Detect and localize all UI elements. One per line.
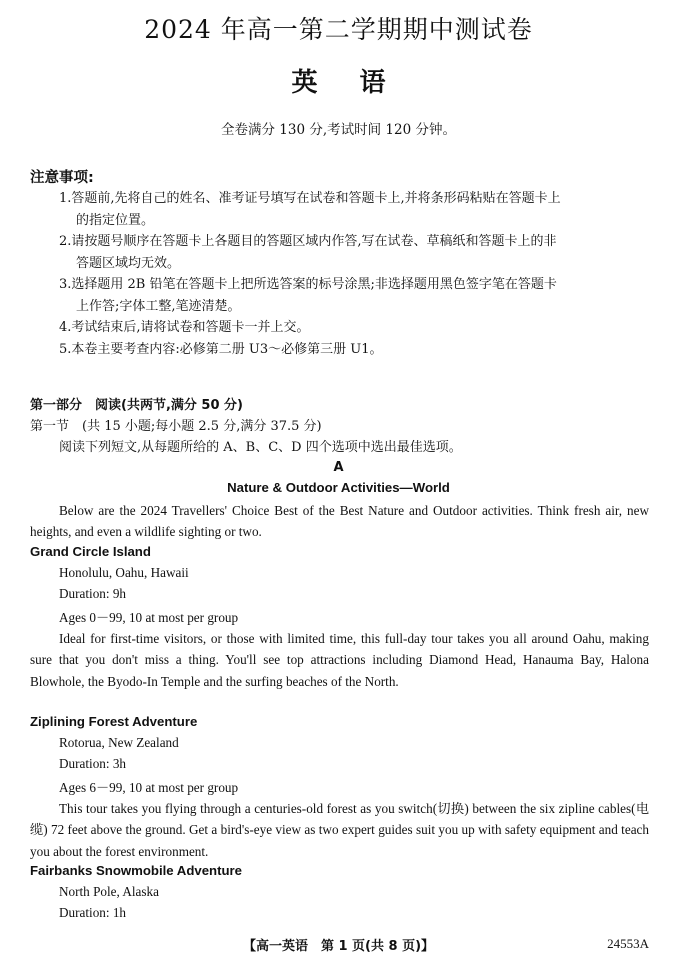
tour-name: Fairbanks Snowmobile Adventure xyxy=(30,863,243,878)
notes-list xyxy=(59,188,651,360)
passage-title: Nature & Outdoor Activities—World xyxy=(227,480,450,495)
score-line: 全卷满分 130 分,考试时间 120 分钟。 xyxy=(221,122,456,138)
tour-ages: Ages 0－99, 10 at most per group xyxy=(59,610,239,625)
tour-location: Honolulu, Oahu, Hawaii xyxy=(59,565,189,580)
note-line: 2.请按题号顺序在答题卡上各题目的答题区域内作答,写在试卷、草稿纸和答题卡上的非 xyxy=(59,234,557,249)
exam-title: 2024 年高一第二学期期中测试卷 xyxy=(144,15,533,44)
tour-location: North Pole, Alaska xyxy=(59,884,159,899)
exam-code: 24553A xyxy=(607,936,649,951)
note-item xyxy=(59,231,651,274)
note-line: 5.本卷主要考查内容:必修第二册 U3～必修第三册 U1。 xyxy=(59,341,383,357)
note-item xyxy=(59,317,651,339)
tour-duration: Duration: 1h xyxy=(59,905,127,920)
note-line-cont: 答题区域均无效。 xyxy=(76,255,181,271)
tour-name: Grand Circle Island xyxy=(30,544,151,559)
tour-location: Rotorua, New Zealand xyxy=(59,735,179,750)
instruction: 阅读下列短文,从每题所给的 A、B、C、D 四个选项中选出最佳选项。 xyxy=(59,440,462,455)
passage-label: A xyxy=(333,460,344,475)
note-line: 4.考试结束后,请将试卷和答题卡一并上交。 xyxy=(59,320,310,335)
section-title: 第一节 (共 15 小题;每小题 2.5 分,满分 37.5 分) xyxy=(30,419,322,434)
note-line-cont: 的指定位置。 xyxy=(76,212,155,228)
tour-ages: Ages 6－99, 10 at most per group xyxy=(59,780,239,795)
tour-duration: Duration: 9h xyxy=(59,586,127,601)
note-item xyxy=(59,339,651,361)
notes-title: 注意事项: xyxy=(30,170,94,186)
note-line: 3.选择题用 2B 铅笔在答题卡上把所选答案的标号涂黑;非选择题用黑色签字笔在答题卡 xyxy=(59,277,557,292)
note-item xyxy=(59,274,651,317)
tour-duration: Duration: 3h xyxy=(59,756,127,771)
subject-title: 英语 xyxy=(291,68,428,98)
note-line: 1.答题前,先将自己的姓名、准考证号填写在试卷和答题卡上,并将条形码粘贴在答题卡上 xyxy=(59,191,561,206)
tour-description: Ideal for first-time visitors, or those with limited time, this full-day tour takes you all around Oahu, making sure that you don't miss a thing. You'll see top attractions including Diamond Head, Hanauma Bay, Halona Blowhole, the Byodo-In Temple and the surfing beaches of the North. xyxy=(30,631,649,689)
tour-description: This tour takes you flying through a centuries-old forest as you switch(切换) between the six zipline cables(电缆) 72 feet above the ground. Get a bird's-eye view as two expert guides suit you up with safety equipment and teach you about the forest environment. xyxy=(30,801,649,859)
page-footer: 【高一英语 第 1 页(共 8 页)】 xyxy=(242,939,435,954)
part-title: 第一部分 阅读(共两节,满分 50 分) xyxy=(30,398,243,413)
passage-intro: Below are the 2024 Travellers' Choice Best of the Best Nature and Outdoor activities. Think fresh air, new heights, and even a wildlife sighting or two. xyxy=(30,503,649,540)
tour-name: Ziplining Forest Adventure xyxy=(30,714,198,729)
note-line-cont: 上作答;字体工整,笔迹清楚。 xyxy=(76,298,241,314)
note-item xyxy=(59,188,651,231)
